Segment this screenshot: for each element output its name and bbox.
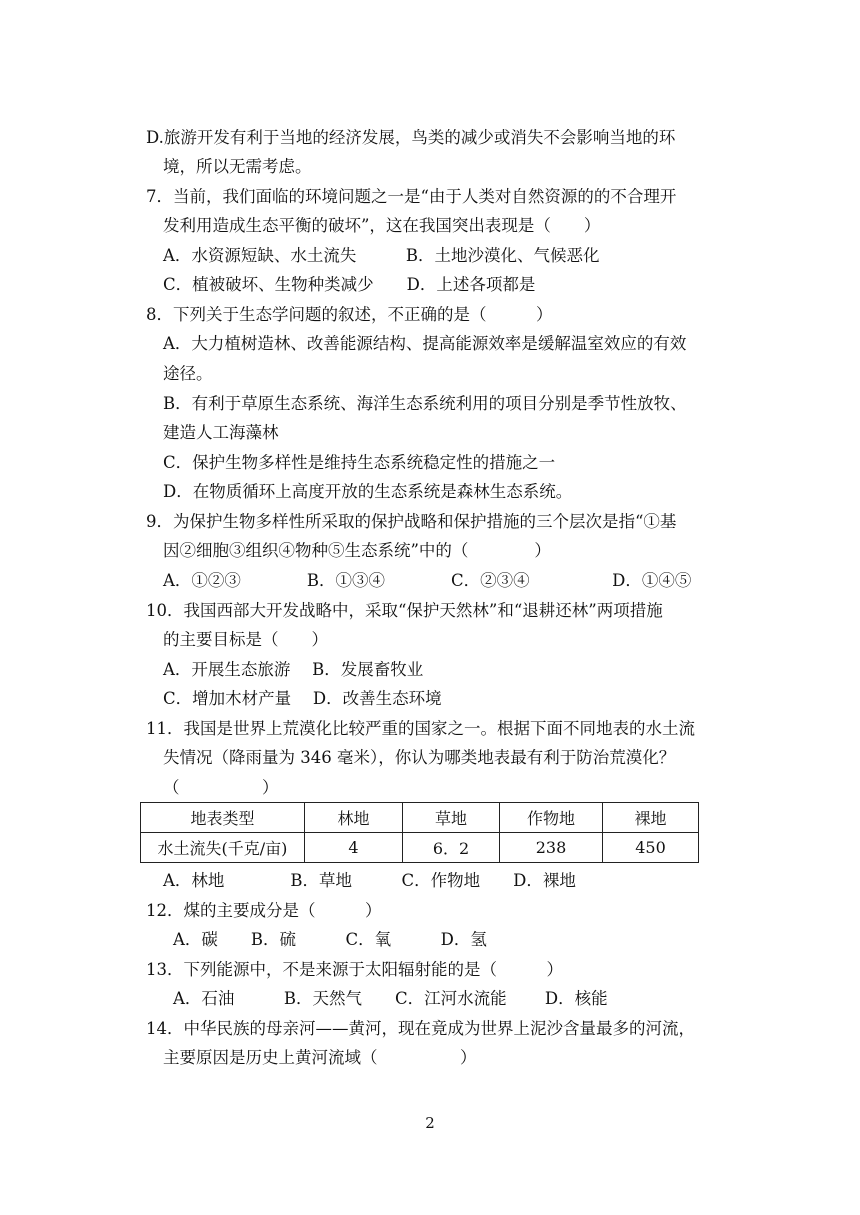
text-line: D.旅游开发有利于当地的经济发展，鸟类的减少或消失不会影响当地的环 [146,128,676,147]
table-cell: 450 [603,833,699,863]
text-line: 境，所以无需考虑。 [163,157,312,176]
option-line: C．植被破坏、生物种类减少 D．上述各项都是 [163,275,536,294]
table-cell: 裸地 [603,803,699,833]
table-cell: 地表类型 [141,803,305,833]
table-row [141,833,699,863]
text-line: 建造人工海藻林 [163,423,279,442]
text-line: 因②细胞③组织④物种⑤生态系统”中的（ ） [163,541,551,560]
text-line: 主要原因是历史上黄河流域（ ） [163,1048,477,1067]
question-9: 9．为保护生物多样性所采取的保护战略和保护措施的三个层次是指“①基 [146,512,677,531]
option-line: A．①②③ B．①③④ C．②③④ D．①④⑤ [163,571,692,590]
text-line: 失情况（降雨量为 346 毫米），你认为哪类地表最有利于防治荒漠化？ [163,748,676,767]
option-line: A．开展生态旅游 B．发展畜牧业 [163,660,424,679]
question-13: 13．下列能源中，不是来源于太阳辐射能的是（ ） [146,960,563,979]
text-line: 发利用造成生态平衡的破坏”，这在我国突出表现是（ ） [163,216,601,235]
option-line: A．林地 B．草地 C．作物地 D．裸地 [163,871,576,890]
page-number: 2 [425,1114,435,1132]
table-cell: 4 [305,833,403,863]
question-14: 14．中华民族的母亲河——黄河，现在竟成为世界上泥沙含量最多的河流， [146,1019,695,1038]
question-7: 7．当前，我们面临的环境问题之一是“由于人类对自然资源的的不合理开 [146,187,677,206]
question-10: 10．我国西部大开发战略中，采取“保护天然林”和“退耕还林”两项措施 [146,601,663,620]
option-line: C．保护生物多样性是维持生态系统稳定性的措施之一 [163,453,556,472]
option-line: A．水资源短缺、水土流失 B．土地沙漠化、气候恶化 [163,246,600,265]
option-line: A．石油 B．天然气 C．江河水流能 D．核能 [173,989,608,1008]
question-8: 8．下列关于生态学问题的叙述，不正确的是（ ） [146,305,553,324]
table-cell: 6．2 [403,833,500,863]
option-line: B．有利于草原生态系统、海洋生态系统利用的项目分别是季节性放牧、 [163,394,687,413]
answer-blank: （ ） [163,778,279,797]
table-cell: 水土流失(千克/亩) [141,833,305,863]
text-line: 途径。 [163,364,213,383]
table-cell: 作物地 [500,803,603,833]
table-cell: 草地 [403,803,500,833]
table-cell: 林地 [305,803,403,833]
question-11: 11．我国是世界上荒漠化比较严重的国家之一。根据下面不同地表的水土流 [146,719,695,738]
table-header-row [141,803,699,833]
option-line: D．在物质循环上高度开放的生态系统是森林生态系统。 [163,482,573,501]
option-line: A．大力植树造林、改善能源结构、提高能源效率是缓解温室效应的有效 [163,334,687,353]
text-line: 的主要目标是（ ） [163,630,328,649]
option-line: A．碳 B．硫 C．氧 D．氢 [173,930,487,949]
erosion-table [140,802,699,863]
option-line: C．增加木材产量 D．改善生态环境 [163,689,442,708]
question-12: 12．煤的主要成分是（ ） [146,901,382,920]
table-cell: 238 [500,833,603,863]
